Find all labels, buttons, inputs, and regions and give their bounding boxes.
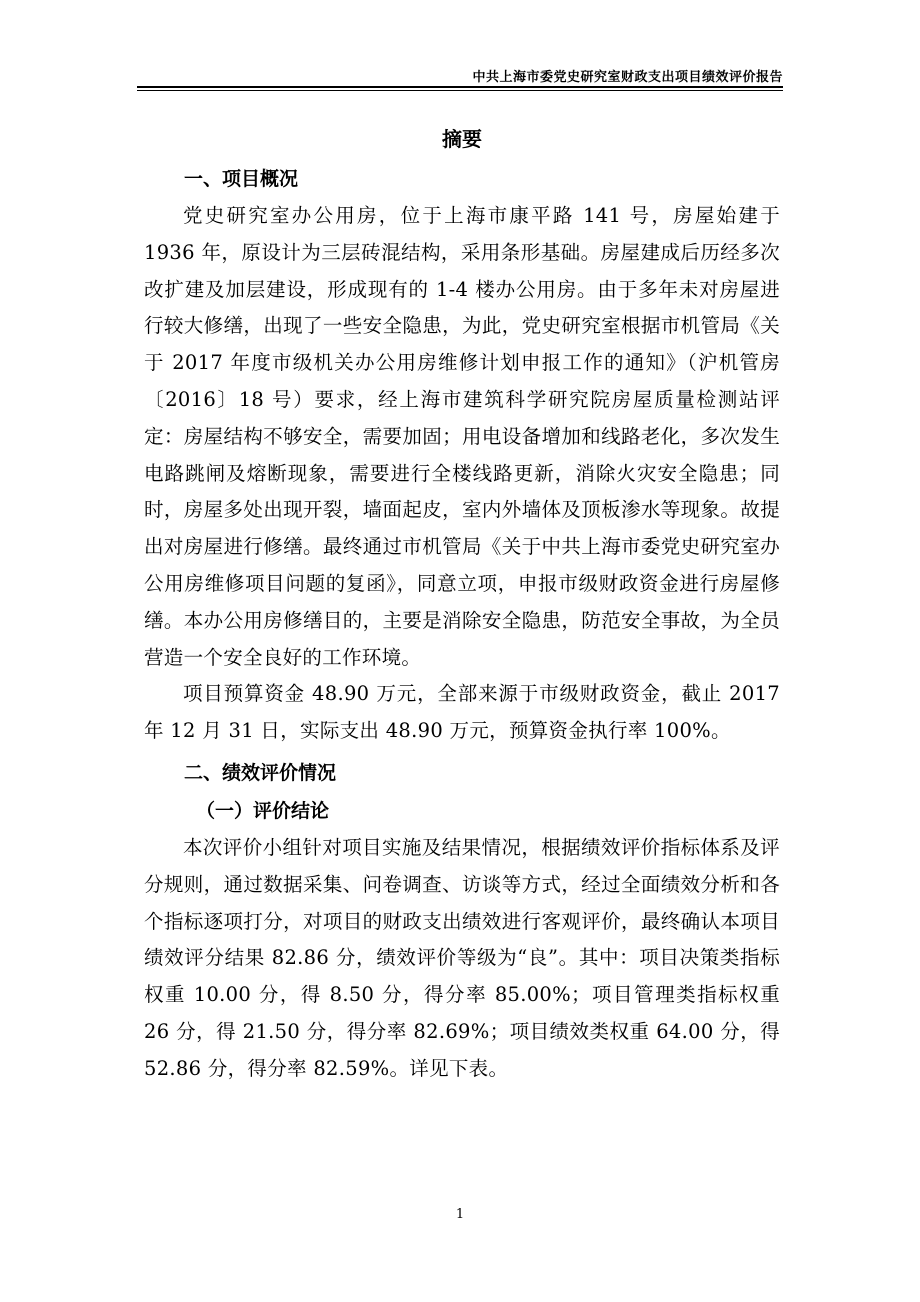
overview-paragraph-2: 项目预算资金 48.90 万元，全部来源于市级财政资金，截止 2017 年 12 月 31 日，实际支出 48.90 万元，预算资金执行率 100%。 — [144, 682, 780, 743]
section-heading-overview: 一、项目概况 — [184, 168, 299, 190]
page-number: 1 — [455, 1207, 465, 1222]
running-header: 中共上海市委党史研究室财政支出项目绩效评价报告 — [472, 70, 783, 85]
header-rule — [137, 86, 783, 91]
page-title: 摘要 — [442, 127, 482, 151]
section-heading-evaluation: 二、绩效评价情况 — [184, 761, 337, 784]
overview-paragraph-1: 党史研究室办公用房，位于上海市康平路 141 号，房屋始建于 1936 年，原设计为三层砖混结构，采用条形基础。房屋建成后历经多次改扩建及加层建设，形成现有的 1-4 楼办公用房。由于多年未对房屋进行较大修缮，出现了一些安全隐患，为此，党史研究室根据市机管局《关于 2017 年度市级机关办公用房维修计划申报工作的通知》（沪机管房〔2016〕18 号）要求，经上海市建筑科学研究院房屋质量检测站评定：房屋结构不够安全，需要加固；用电设备增加和线路老化，多次发生电路跳闸及熔断现象，需要进行全楼线路更新，消除火灾安全隐患；同时，房屋多处出现开裂，墙面起皮，室内外墙体及顶板渗水等现象。故提出对房屋进行修缮。最终通过市机管局《关于中共上海市委党史研究室办公用房维修项目问题的复函》，同意立项，申报市级财政资金进行房屋修缮。本办公用房修缮目的，主要是消除安全隐患，防范安全事故，为全员营造一个安全良好的工作环境。 — [144, 204, 780, 669]
conclusion-paragraph: 本次评价小组针对项目实施及结果情况，根据绩效评价指标体系及评分规则，通过数据采集、问卷调查、访谈等方式，经过全面绩效分析和各个指标逐项打分，对项目的财政支出绩效进行客观评价，最终确认本项目绩效评分结果 82.86 分，绩效评价等级为“良”。其中：项目决策类指标权重 10.00 分，得 8.50 分，得分率 85.00%；项目管理类指标权重 26 分，得 21.50 分，得分率 82.69%；项目绩效类权重 64.00 分，得 52.86 分，得分率 82.59%。详见下表。 — [144, 835, 780, 1080]
subsection-heading-conclusion: （一）评价结论 — [196, 799, 330, 822]
document-body — [144, 118, 780, 1088]
